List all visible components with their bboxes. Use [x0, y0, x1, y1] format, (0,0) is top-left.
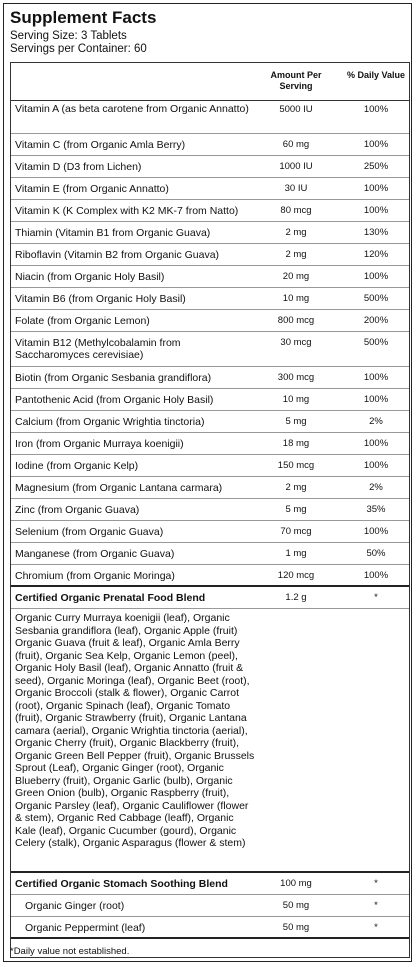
- nutrient-name: Vitamin A (as beta carotene from Organic Annatto): [15, 103, 249, 115]
- table-header: [11, 63, 409, 101]
- table-row: [11, 565, 409, 587]
- nutrient-dv: 100%: [363, 438, 389, 449]
- nutrient-name: Calcium (from Organic Wrightia tinctoria): [15, 416, 205, 428]
- blend-amount: 100 mg: [280, 878, 312, 889]
- nutrient-amount: 20 mg: [282, 271, 310, 282]
- supplement-facts-panel: [3, 3, 412, 962]
- table-row: [11, 411, 409, 433]
- blend-row-prenatal: [11, 587, 409, 609]
- table-row: [11, 100, 409, 134]
- nutrient-name: Thiamin (Vitamin B1 from Organic Guava): [15, 227, 211, 239]
- table-row: [11, 367, 409, 389]
- ingredient-amount: 50 mg: [282, 900, 310, 911]
- nutrient-amount: 30 mcg: [280, 337, 312, 348]
- blend-row-stomach: [11, 873, 409, 895]
- servings-per-container: Servings per Container: 60: [10, 43, 147, 55]
- nutrient-amount: 80 mcg: [280, 205, 312, 216]
- nutrient-dv: 100%: [363, 271, 389, 282]
- nutrient-amount: 1 mg: [285, 548, 307, 559]
- nutrient-name: Zinc (from Organic Guava): [15, 504, 140, 516]
- blend-dv: *: [374, 592, 378, 603]
- table-row: [11, 134, 409, 156]
- facts-table: [10, 62, 410, 958]
- nutrient-dv: 120%: [363, 249, 389, 260]
- table-row: [11, 477, 409, 499]
- nutrient-dv: 100%: [363, 205, 389, 216]
- nutrient-name: Riboflavin (Vitamin B2 from Organic Guava): [15, 249, 220, 261]
- blend-amount: 1.2 g: [285, 592, 307, 603]
- nutrient-amount: 120 mcg: [277, 570, 315, 581]
- nutrient-dv: 2%: [369, 416, 383, 427]
- nutrient-amount: 10 mg: [282, 293, 310, 304]
- nutrient-amount: 30 IU: [284, 183, 308, 194]
- nutrient-dv: 50%: [366, 548, 386, 559]
- nutrient-dv: 250%: [363, 161, 389, 172]
- nutrient-dv: 100%: [363, 104, 389, 115]
- nutrient-amount: 70 mcg: [280, 526, 312, 537]
- nutrient-name: Vitamin E (from Organic Annatto): [15, 183, 169, 195]
- nutrient-dv: 130%: [363, 227, 389, 238]
- blend-name: Certified Organic Prenatal Food Blend: [15, 592, 206, 604]
- nutrient-name: Manganese (from Organic Guava): [15, 548, 175, 560]
- nutrient-name: Selenium (from Organic Guava): [15, 526, 164, 538]
- table-row: [11, 917, 409, 939]
- table-row: [11, 288, 409, 310]
- nutrient-dv: 100%: [363, 460, 389, 471]
- nutrient-amount: 5 mg: [285, 504, 307, 515]
- nutrient-name: Vitamin D (D3 from Lichen): [15, 161, 142, 173]
- table-row: [11, 389, 409, 411]
- nutrient-amount: 60 mg: [282, 139, 310, 150]
- nutrient-dv: 100%: [363, 394, 389, 405]
- blend-dv: *: [374, 878, 378, 889]
- nutrient-name: Vitamin K (K Complex with K2 MK-7 from Natto): [15, 205, 239, 217]
- table-row: [11, 543, 409, 565]
- header-amount: Amount Per Serving: [270, 70, 322, 91]
- nutrient-amount: 300 mcg: [277, 372, 315, 383]
- blend-ingredients: [11, 609, 409, 873]
- nutrient-name: Chromium (from Organic Moringa): [15, 570, 175, 582]
- table-row: [11, 244, 409, 266]
- nutrient-amount: 5 mg: [285, 416, 307, 427]
- table-row: [11, 200, 409, 222]
- table-row: [11, 178, 409, 200]
- nutrient-name: Pantothenic Acid (from Organic Holy Basil): [15, 394, 214, 406]
- table-row: [11, 266, 409, 288]
- table-row: [11, 222, 409, 244]
- nutrient-amount: 800 mcg: [277, 315, 315, 326]
- blend-ingredients-text: Organic Curry Murraya koenigii (leaf), Organic Sesbania grandiflora (leaf), Organic Apple (fruit) Organic Guava (fruit & leaf), Organic Amla Berry (fruit), Organic Sea Kelp, Organic Lemon (peel), Organic Holy Basil (leaf), Organic Annatto (fruit & seed), Organic Moringa (leaf), Organic Beet (root), Organic Broccoli (stalk & flower), Organic Carrot (root), Organic Spinach (leaf), Organic Tomato (fruit), Organic Strawberry (fruit), Organic Lantana camara (aerial), Organic Wrightia tinctoria (aerial), Organic Cherry (fruit), Organic Blackberry (fruit), Organic Green Bell Pepper (fruit), Organic Brussels Sprout (Leaf), Organic Ginger (root), Organic Blueberry (fruit), Organic Garlic (bulb), Organic Green Onion (bulb), Organic Raspberry (fruit), Organic Parsley (leaf), Organic Cauliflower (flower & stem), Organic Red Cabbage (leaff), Organic Kale (leaf), Organic Cucumber (gourd), Organic Celery (stalk), Organic Asparagus (flower & stem): [15, 612, 255, 849]
- nutrient-dv: 2%: [369, 482, 383, 493]
- nutrient-dv: 100%: [363, 372, 389, 383]
- nutrient-name: Iron (from Organic Murraya koenigii): [15, 438, 184, 450]
- nutrient-amount: 2 mg: [285, 227, 307, 238]
- table-row: [11, 156, 409, 178]
- blend-name: Certified Organic Stomach Soothing Blend: [15, 878, 228, 890]
- nutrient-amount: 2 mg: [285, 482, 307, 493]
- nutrient-amount: 150 mcg: [277, 460, 315, 471]
- nutrient-amount: 2 mg: [285, 249, 307, 260]
- nutrient-name: Folate (from Organic Lemon): [15, 315, 150, 327]
- nutrient-name: Iodine (from Organic Kelp): [15, 460, 139, 472]
- serving-size: Serving Size: 3 Tablets: [10, 30, 127, 42]
- nutrient-dv: 100%: [363, 570, 389, 581]
- nutrient-name: Vitamin B12 (Methylcobalamin from Saccharomyces cerevisiae): [15, 337, 181, 361]
- ingredient-name: Organic Peppermint (leaf): [25, 922, 146, 934]
- table-row: [11, 433, 409, 455]
- table-row: [11, 332, 409, 367]
- nutrient-dv: 500%: [363, 337, 389, 348]
- header-daily-value: % Daily Value: [346, 70, 406, 80]
- ingredient-name: Organic Ginger (root): [25, 900, 125, 912]
- table-row: [11, 895, 409, 917]
- nutrient-amount: 5000 IU: [279, 104, 313, 115]
- ingredient-dv: *: [374, 922, 378, 933]
- ingredient-amount: 50 mg: [282, 922, 310, 933]
- table-row: [11, 310, 409, 332]
- ingredient-dv: *: [374, 900, 378, 911]
- nutrient-dv: 500%: [363, 293, 389, 304]
- nutrient-name: Biotin (from Organic Sesbania grandiflora): [15, 372, 212, 384]
- footnote: *Daily value not established.: [10, 946, 130, 957]
- table-row: [11, 455, 409, 477]
- table-row: [11, 521, 409, 543]
- nutrient-dv: 100%: [363, 139, 389, 150]
- nutrient-amount: 18 mg: [282, 438, 310, 449]
- nutrient-dv: 100%: [363, 183, 389, 194]
- nutrient-dv: 35%: [366, 504, 386, 515]
- nutrient-name: Vitamin C (from Organic Amla Berry): [15, 139, 186, 151]
- nutrient-name: Magnesium (from Organic Lantana carmara): [15, 482, 223, 494]
- nutrient-name: Vitamin B6 (from Organic Holy Basil): [15, 293, 186, 305]
- panel-title: Supplement Facts: [10, 8, 157, 27]
- nutrient-amount: 10 mg: [282, 394, 310, 405]
- table-row: [11, 499, 409, 521]
- nutrient-amount: 1000 IU: [279, 161, 313, 172]
- nutrient-name: Niacin (from Organic Holy Basil): [15, 271, 165, 283]
- nutrient-dv: 100%: [363, 526, 389, 537]
- nutrient-dv: 200%: [363, 315, 389, 326]
